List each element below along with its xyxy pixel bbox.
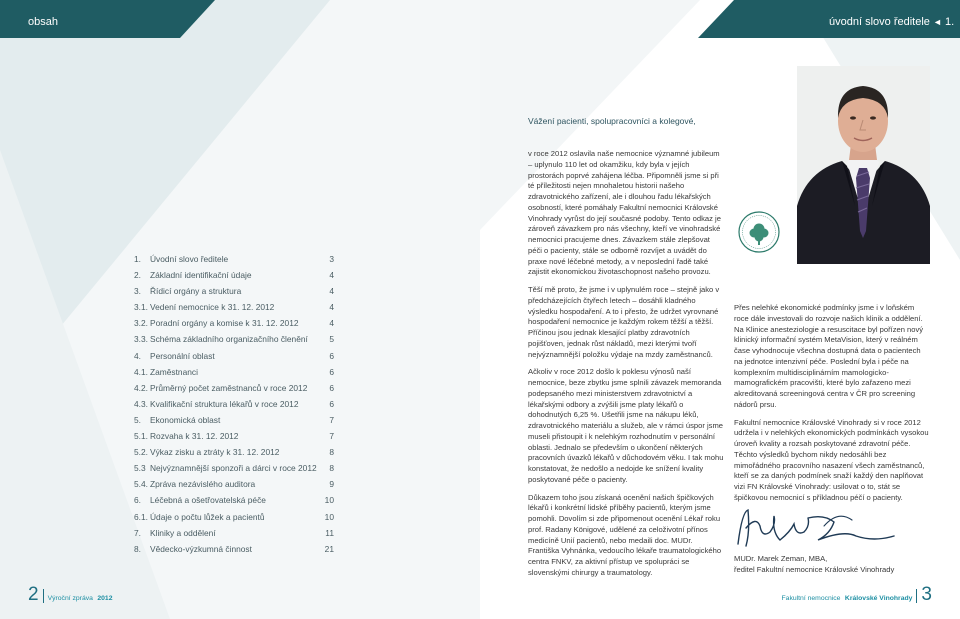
toc-entry-number: 1. (134, 254, 141, 264)
toc-entry[interactable] (134, 463, 334, 479)
header-right-label: úvodní slovo ředitele (829, 16, 930, 28)
toc-entry-number: 5.1. (134, 431, 148, 442)
toc-entry-label: Průměrný počet zaměstnanců v roce 2012 (150, 382, 308, 393)
footer-right (781, 584, 932, 605)
toc-entry-label: Léčebná a ošetřovatelská péče (150, 495, 266, 506)
page-number-left: 2 (28, 584, 39, 605)
toc-entry-number: 8. (134, 543, 141, 554)
toc-entry-label: Zaměstnanci (150, 366, 198, 377)
hospital-seal-icon (738, 211, 780, 253)
toc-entry-number: 5.2. (134, 447, 148, 458)
toc-entry-page: 4 (329, 318, 334, 329)
toc-entry-page: 4 (329, 302, 334, 313)
footer-right-text-a: Fakultní nemocnice (781, 595, 841, 602)
toc-entry[interactable] (134, 512, 334, 528)
toc-entry[interactable] (134, 495, 334, 511)
director-photo (797, 66, 930, 264)
toc-entry-label: Řídicí orgány a struktura (150, 286, 242, 297)
toc-entry-label: Základní identifikační údaje (150, 270, 252, 281)
footer-divider-left (43, 589, 44, 603)
toc-entry-label: Zpráva nezávislého auditora (150, 479, 256, 490)
toc-entry-label: Ekonomická oblast (150, 414, 221, 425)
toc-entry-page: 3 (329, 254, 334, 264)
toc-entry-page: 10 (324, 495, 334, 506)
header (0, 0, 960, 38)
toc-entry-label: Poradní orgány a komise k 31. 12. 2012 (150, 318, 299, 329)
letter-column-1 (528, 149, 724, 586)
toc-entry-label: Kliniky a oddělení (150, 527, 216, 538)
table-of-contents (134, 254, 334, 560)
toc-entry[interactable] (134, 351, 334, 367)
toc-entry-page: 6 (329, 382, 334, 393)
toc-entry[interactable] (134, 367, 334, 383)
toc-entry-number: 4.3. (134, 398, 148, 409)
toc-entry-page: 5 (329, 334, 334, 345)
footer-left-text-a: Výroční zpráva (47, 595, 93, 602)
toc-entry-page: 21 (324, 543, 334, 554)
footer-right-text-b: Královské Vinohrady (844, 595, 913, 602)
letter-paragraph: Přes nelehké ekonomické podmínky jsme i v loňském roce dále investovali do rozvoje našich klinik a oddělení. Na Klinice anesteziologie a resuscitace byl pořízen nový klinický informační systém MetaVision, který v reálném čase vyhodnocuje všechna dostupná data o pacientech na jednotce intenzivní péče. Poslední byla i péče na komplexním multidisciplinárním mamologicko-mamografickém pracovišti, které bylo zařazeno mezi akreditovaná screeningová centra v ČR pro screening nádorů prsu. (734, 303, 924, 409)
toc-entry-label: Schéma základního organizačního členění (150, 334, 308, 345)
toc-entry[interactable] (134, 254, 334, 270)
toc-entry-number: 7. (134, 527, 141, 538)
letter-paragraph: Těší mě proto, že jsme i v uplynulém roce – stejně jako v předcházejících čtyřech letech – dosáhli kladného výsledku hospodaření. A to i přesto, že udržet vyrovnané hospodaření nemocnice je každým rokem těžší a těžší. Příčinou jsou jednak klesající platby zdravotních pojišťoven, jednak růst nákladů, mezi kterými tvoří nejvýznamnější položku výdaje na mzdy zaměstnanců. (528, 285, 720, 359)
toc-entry-page: 9 (329, 479, 334, 490)
toc-entry-label: Nejvýznamnější sponzoři a dárci v roce 2012 (150, 463, 317, 474)
toc-entry-page: 4 (329, 286, 334, 297)
toc-entry[interactable] (134, 318, 334, 334)
header-right-number: 1. (944, 16, 955, 28)
header-left-link[interactable]: obsah (28, 16, 58, 28)
toc-entry-number: 4.2. (134, 382, 148, 393)
toc-entry-label: Kvalifikační struktura lékařů v roce 2012 (150, 398, 299, 409)
toc-entry[interactable] (134, 383, 334, 399)
toc-entry-number: 6. (134, 495, 141, 506)
toc-entry-number: 2. (134, 270, 141, 281)
toc-entry[interactable] (134, 447, 334, 463)
header-right-link[interactable] (829, 16, 954, 28)
footer-divider-right (916, 589, 917, 603)
toc-entry-label: Výkaz zisku a ztráty k 31. 12. 2012 (150, 447, 280, 458)
toc-entry[interactable] (134, 415, 334, 431)
toc-entry-page: 8 (329, 447, 334, 458)
toc-entry-page: 11 (325, 527, 334, 538)
toc-entry-page: 8 (329, 463, 334, 474)
letter-paragraph: Důkazem toho jsou získaná ocenění našich špičkových lékařů i konkrétní lidské příběhy pacientů, kterým jsme pomohli. Dovolím si zde připomenout ocenění Lékař roku prof. Radany Königové, udělené za celoživotní přínos medicíně Unií pacientů, nebo medaili doc. MUDr. Františka Vyhnánka, vedoucího lékaře traumatologického centra FNKV, za aktivní přístup ve spolupráci se slovenskými chirurgy a traumatology. (528, 492, 722, 577)
letter-column-2 (734, 303, 930, 511)
toc-entry-number: 3.3. (134, 334, 148, 345)
toc-entry[interactable] (134, 544, 334, 560)
toc-entry-page: 7 (329, 431, 334, 442)
signer-name: MUDr. Marek Zeman, MBA, (734, 554, 828, 563)
toc-entry-number: 3.1. (134, 302, 148, 313)
toc-entry-number: 3. (134, 286, 141, 297)
toc-entry-page: 7 (329, 414, 334, 425)
toc-entry-number: 5.3 (134, 463, 146, 474)
toc-entry-label: Úvodní slovo ředitele (150, 254, 229, 264)
toc-entry-label: Vědecko-výzkumná činnost (150, 543, 252, 554)
toc-entry-number: 5. (134, 414, 141, 425)
letter-paragraph: v roce 2012 oslavila naše nemocnice významné jubileum – uplynulo 110 let od okamžiku, kdy byla v jejích prostorách poprvé zahájena léčba. Připomněli jsme si při té příležitosti nejen mnohaletou historii našeho zdravotnického zařízení, ale i dlouhou řadu lékařských osobností, které pomáhaly Fakultní nemocnici Královské Vinohrady vyrůst do její současné podoby. Tento odkaz je zároveň závazkem pro nás všechny, kteří ve vinohradské nemocnici pracujeme dnes. Závazkem stále zlepšovat péči o pacienty, stále se odborně rozvíjet a uvádět do praxe nové léčebné metody, a v neposlední řadě také zajistit ekonomickou životaschopnost našeho provozu. (528, 149, 721, 277)
toc-entry-label: Rozvaha k 31. 12. 2012 (150, 431, 239, 442)
toc-entry-number: 5.4. (134, 479, 148, 490)
toc-entry-page: 6 (329, 366, 334, 377)
letter-paragraph: Ačkoliv v roce 2012 došlo k poklesu výnosů naší nemocnice, beze zbytku jsme splnili závazek memoranda podepsaného mezi ministerstvem zdravotnictví a lékařskými odbory a zvýšili jsme platy lékařů o dohodnutých 6,25 %. Ušetřili jsme na nákupu léků, zdravotnického materiálu a služeb, ale v rámci úspor jsme museli přistoupit i k nelehkým rozhodnutím v personální oblasti. Jednalo se především o ukončení některých pracovních úvazků lékařů v důchodovém věku. I tak mohu konstatovat, že nedošlo a nedojde ke snížení kvality poskytované péče o pacienty. (528, 367, 724, 484)
toc-entry[interactable] (134, 302, 334, 318)
footer-left (28, 584, 113, 605)
toc-entry-label: Personální oblast (150, 350, 215, 361)
toc-entry-page: 10 (324, 511, 334, 522)
footer-left-year: 2012 (97, 595, 113, 602)
toc-entry-page: 6 (329, 350, 334, 361)
signer-block (734, 554, 894, 576)
toc-entry-number: 3.2. (134, 318, 148, 329)
toc-entry-label: Údaje o počtu lůžek a pacientů (150, 511, 265, 522)
page-number-right: 3 (921, 584, 932, 605)
toc-entry-number: 6.1. (134, 511, 148, 522)
toc-entry[interactable] (134, 286, 334, 302)
director-signature-icon (734, 502, 934, 552)
toc-entry[interactable] (134, 334, 334, 350)
director-portrait (797, 66, 930, 264)
arrow-left-icon: ◄ (932, 17, 942, 27)
toc-entry-label: Vedení nemocnice k 31. 12. 2012 (150, 302, 275, 313)
toc-entry-page: 6 (329, 398, 334, 409)
toc-entry[interactable] (134, 270, 334, 286)
toc-entry[interactable] (134, 479, 334, 495)
toc-entry[interactable] (134, 399, 334, 415)
toc-entry-number: 4.1. (134, 366, 148, 377)
toc-entry-page: 4 (329, 270, 334, 281)
letter-paragraph: Fakultní nemocnice Královské Vinohrady si v roce 2012 udržela i v nelehkých ekonomických podmínkách vysokou úroveň kvality a rozsah poskytované zdravotní péče. Těchto výsledků bychom nikdy nedosáhli bez mimořádného pracovního nasazení všech zaměstnanců, kteří se za daných podmínek snaží každý den naplňovat vizi FN Královské Vinohrady: usilovat o to, stát se špičkovou nemocnicí s příkladnou péčí o pacienty. (734, 417, 929, 502)
toc-entry-number: 4. (134, 350, 141, 361)
letter-greeting: Vážení pacienti, spolupracovníci a kolegové, (528, 116, 696, 126)
toc-entry[interactable] (134, 528, 334, 544)
signer-title: ředitel Fakultní nemocnice Královské Vinohrady (734, 564, 895, 574)
toc-entry[interactable] (134, 431, 334, 447)
